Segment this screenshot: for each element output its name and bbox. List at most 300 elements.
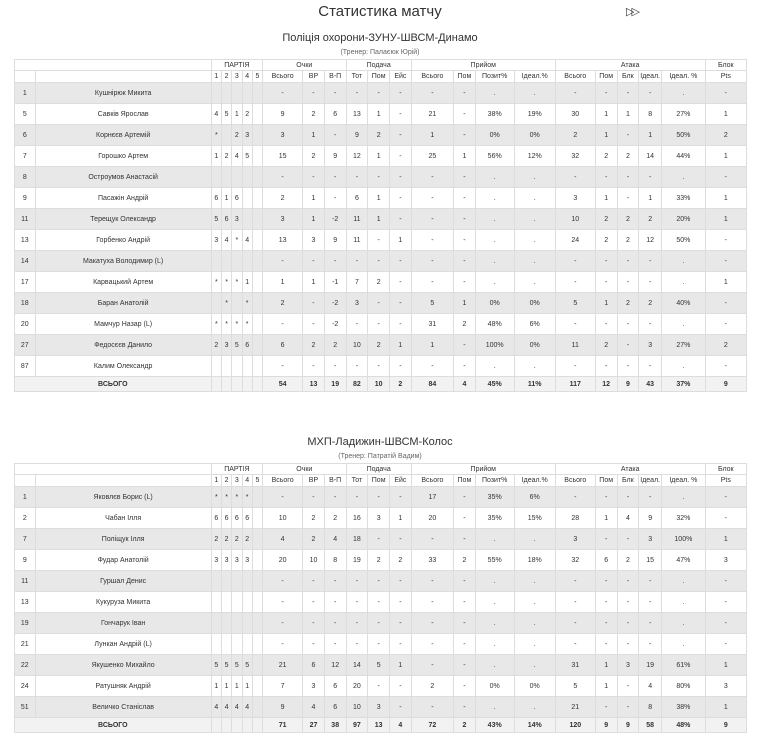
player-set-position: 3 [242, 550, 252, 571]
player-name: Яковлєв Борис (L) [35, 487, 211, 508]
player-stat: 9 [324, 230, 346, 251]
player-row [15, 571, 747, 592]
player-stat: - [555, 251, 595, 272]
player-stat: - [595, 571, 617, 592]
header-attack: Ідеал. % [662, 71, 706, 83]
player-set-position [252, 272, 262, 293]
player-set-position [221, 356, 231, 377]
player-stat: 33% [662, 188, 706, 209]
player-stat: 56% [475, 146, 514, 167]
header-group: Прийом [411, 464, 555, 475]
player-stat: 1 [390, 335, 412, 356]
player-stat: - [324, 251, 346, 272]
player-set-position: 6 [221, 209, 231, 230]
player-stat: - [454, 167, 476, 188]
header-group: ПАРТІЯ [211, 464, 262, 475]
player-set-position: * [242, 314, 252, 335]
player-stat: 0% [514, 293, 555, 314]
player-stat: - [411, 592, 453, 613]
player-stat: - [454, 356, 476, 377]
player-set-position [252, 146, 262, 167]
player-stat: - [617, 335, 639, 356]
player-stat: - [705, 251, 746, 272]
player-set-position: 6 [242, 508, 252, 529]
player-set-position: 3 [221, 550, 231, 571]
player-stat: 3 [639, 529, 662, 550]
player-stat: - [263, 167, 303, 188]
player-set-position: 6 [232, 188, 242, 209]
player-stat: 9 [639, 508, 662, 529]
player-stat: 21 [263, 655, 303, 676]
player-set-position [232, 613, 242, 634]
player-set-position: 6 [211, 508, 221, 529]
player-stat: 2 [303, 104, 325, 125]
player-stat: - [411, 251, 453, 272]
player-stat: . [514, 529, 555, 550]
player-stat: - [454, 251, 476, 272]
player-stat: - [454, 83, 476, 104]
player-stat: . [475, 272, 514, 293]
player-set-position: * [232, 314, 242, 335]
player-set-position: 4 [242, 230, 252, 251]
player-stat: 1 [411, 335, 453, 356]
player-stat: . [514, 655, 555, 676]
player-stat: - [346, 613, 368, 634]
player-stat: - [555, 571, 595, 592]
player-stat: 16 [346, 508, 368, 529]
player-row [15, 508, 747, 529]
player-stat: - [595, 83, 617, 104]
player-stat: 31 [411, 314, 453, 335]
player-stat: 3 [639, 335, 662, 356]
player-number: 20 [15, 314, 36, 335]
player-stat: 15 [263, 146, 303, 167]
header-attack: Ідеал. [639, 71, 662, 83]
player-set-position [252, 188, 262, 209]
player-name: Калим Олександр [35, 356, 211, 377]
player-set-position: 6 [232, 508, 242, 529]
player-name: Корнєєв Артемій [35, 125, 211, 146]
player-number: 21 [15, 634, 36, 655]
player-number: 51 [15, 697, 36, 718]
player-stat: - [346, 251, 368, 272]
player-stat: 3 [263, 209, 303, 230]
player-stat: - [595, 592, 617, 613]
player-stat: 1 [639, 188, 662, 209]
total-stat: 71 [263, 718, 303, 733]
player-stat: - [639, 613, 662, 634]
player-stat: - [595, 272, 617, 293]
player-set-position [211, 356, 221, 377]
player-set-position: 2 [242, 104, 252, 125]
player-name: Макатуха Володимир (L) [35, 251, 211, 272]
player-set-position [232, 167, 242, 188]
player-stat: 4 [639, 676, 662, 697]
header-sets: 2 [221, 71, 231, 83]
player-set-position [252, 83, 262, 104]
player-stat: - [595, 529, 617, 550]
player-set-position [242, 209, 252, 230]
player-stat: 1 [390, 230, 412, 251]
player-stat: - [303, 487, 325, 508]
player-set-position [252, 634, 262, 655]
player-stat: - [617, 634, 639, 655]
player-set-position: 6 [221, 508, 231, 529]
player-stat: - [390, 167, 412, 188]
player-stat: - [595, 167, 617, 188]
player-stat: - [390, 188, 412, 209]
team-1-name: Поліція охорони-ЗУНУ-ШВСМ-Динамо [282, 32, 478, 44]
player-stat: . [475, 529, 514, 550]
player-stat: 2 [705, 125, 746, 146]
player-set-position [252, 529, 262, 550]
player-set-position [252, 487, 262, 508]
player-row [15, 314, 747, 335]
player-stat: 4 [263, 529, 303, 550]
player-stat: - [555, 613, 595, 634]
player-stat: 44% [662, 146, 706, 167]
total-stat: 9 [617, 377, 639, 392]
header-reception: Пом [454, 475, 476, 487]
player-name: Лункан Андрій (L) [35, 634, 211, 655]
player-number: 11 [15, 209, 36, 230]
header-blank [15, 71, 36, 83]
player-stat: . [514, 613, 555, 634]
header-sets: 3 [232, 475, 242, 487]
header-block: Pts [705, 71, 746, 83]
player-stat: - [368, 293, 390, 314]
player-set-position: 5 [211, 655, 221, 676]
player-stat: - [617, 272, 639, 293]
player-stat: - [705, 634, 746, 655]
player-stat: - [705, 83, 746, 104]
player-set-position [252, 125, 262, 146]
player-set-position: 2 [232, 125, 242, 146]
header-attack: Всього [555, 475, 595, 487]
player-stat: - [705, 487, 746, 508]
player-set-position [211, 592, 221, 613]
player-stat: - [303, 634, 325, 655]
player-set-position [232, 356, 242, 377]
player-stat: - [411, 167, 453, 188]
player-stat: - [390, 146, 412, 167]
header-group-row [15, 60, 747, 71]
header-points: В-П [324, 71, 346, 83]
player-stat: 1 [368, 188, 390, 209]
player-name: Гуршал Денис [35, 571, 211, 592]
total-stat: 19 [324, 377, 346, 392]
header-group: Прийом [411, 60, 555, 71]
player-stat: - [617, 83, 639, 104]
player-stat: - [555, 356, 595, 377]
player-row [15, 335, 747, 356]
player-row [15, 676, 747, 697]
player-set-position: * [221, 272, 231, 293]
player-set-position [252, 293, 262, 314]
player-stat: 1 [595, 125, 617, 146]
player-stat: - [617, 529, 639, 550]
total-stat: 12 [595, 377, 617, 392]
player-stat: 1 [303, 125, 325, 146]
total-stat: 9 [595, 718, 617, 733]
player-stat: . [662, 251, 706, 272]
player-stat: - [555, 167, 595, 188]
player-stat: - [263, 487, 303, 508]
player-stat: 8 [639, 697, 662, 718]
player-stat: - [595, 314, 617, 335]
player-stat: - [346, 592, 368, 613]
total-stat: 48% [662, 718, 706, 733]
player-stat: -1 [324, 272, 346, 293]
player-stat: - [368, 676, 390, 697]
player-stat: - [390, 676, 412, 697]
player-stat: 30 [555, 104, 595, 125]
player-stat: - [411, 571, 453, 592]
total-stat: 2 [454, 718, 476, 733]
fast-forward-icon[interactable]: ▷▷ [626, 6, 637, 18]
player-stat: 5 [555, 676, 595, 697]
player-stat: - [346, 356, 368, 377]
player-set-position: * [221, 314, 231, 335]
player-stat: 2 [263, 293, 303, 314]
header-points: Всього [263, 475, 303, 487]
player-stat: . [475, 230, 514, 251]
player-stat: - [555, 592, 595, 613]
player-stat: - [617, 314, 639, 335]
header-reception: Всього [411, 71, 453, 83]
header-blank [15, 475, 36, 487]
header-reception: Ідеал.% [514, 475, 555, 487]
player-set-position: * [242, 487, 252, 508]
player-stat: - [454, 209, 476, 230]
player-set-position [252, 251, 262, 272]
player-stat: 9 [324, 146, 346, 167]
player-stat: 9 [263, 104, 303, 125]
header-blank [35, 475, 211, 487]
header-blank [15, 60, 212, 71]
player-stat: 6 [324, 104, 346, 125]
player-name: Терещук Олександр [35, 209, 211, 230]
total-row [15, 718, 747, 733]
player-stat: . [475, 356, 514, 377]
player-row [15, 655, 747, 676]
player-stat: - [454, 655, 476, 676]
player-set-position [211, 634, 221, 655]
player-stat: - [705, 293, 746, 314]
player-number: 7 [15, 146, 36, 167]
total-blank [252, 718, 262, 733]
player-stat: - [639, 571, 662, 592]
player-stat: 10 [346, 697, 368, 718]
player-stat: 12% [514, 146, 555, 167]
total-stat: 43 [639, 377, 662, 392]
player-stat: 4 [617, 508, 639, 529]
player-stat: 6% [514, 314, 555, 335]
player-stat: 7 [346, 272, 368, 293]
player-stat: 2 [368, 125, 390, 146]
player-stat: - [705, 613, 746, 634]
player-set-position: 3 [242, 125, 252, 146]
player-stat: - [555, 634, 595, 655]
player-set-position: 4 [211, 697, 221, 718]
header-serve: Ейс [390, 71, 412, 83]
player-stat: 1 [705, 529, 746, 550]
player-stat: 20 [411, 508, 453, 529]
player-stat: 32 [555, 550, 595, 571]
player-stat: 1 [595, 655, 617, 676]
player-stat: 2 [324, 335, 346, 356]
player-stat: 2 [454, 550, 476, 571]
player-stat: 2 [595, 335, 617, 356]
total-stat: 72 [411, 718, 453, 733]
header-points: В-П [324, 475, 346, 487]
player-name: Кушнірюк Микита [35, 83, 211, 104]
player-stat: 2 [639, 293, 662, 314]
player-set-position: 4 [232, 697, 242, 718]
player-set-position: 4 [242, 697, 252, 718]
player-stat: 5 [368, 655, 390, 676]
player-stat: . [662, 167, 706, 188]
player-set-position: 3 [232, 209, 242, 230]
player-stat: 20 [346, 676, 368, 697]
player-stat: 1 [368, 104, 390, 125]
player-name: Остроумов Анастасій [35, 167, 211, 188]
player-stat: - [324, 634, 346, 655]
player-set-position: * [232, 230, 242, 251]
player-stat: - [617, 125, 639, 146]
player-stat: 24 [555, 230, 595, 251]
player-stat: 1 [595, 293, 617, 314]
player-stat: 3 [705, 676, 746, 697]
player-stat: 12 [324, 655, 346, 676]
player-row [15, 251, 747, 272]
player-stat: - [639, 83, 662, 104]
player-stat: - [454, 697, 476, 718]
player-stat: 3 [555, 529, 595, 550]
player-stat: - [324, 83, 346, 104]
player-stat: - [390, 697, 412, 718]
player-name: Баран Анатолій [35, 293, 211, 314]
player-stat: - [454, 104, 476, 125]
player-set-position [221, 167, 231, 188]
player-set-position: 1 [221, 188, 231, 209]
player-stat: - [263, 83, 303, 104]
player-name: Гончарук Іван [35, 613, 211, 634]
team-1-stats-table [14, 59, 747, 392]
player-stat: 28 [555, 508, 595, 529]
player-set-position [252, 335, 262, 356]
header-group: Блок [705, 60, 746, 71]
player-number: 27 [15, 335, 36, 356]
player-stat: 100% [662, 529, 706, 550]
player-stat: - [324, 188, 346, 209]
player-stat: - [639, 634, 662, 655]
total-blank [232, 377, 242, 392]
player-stat: 2 [368, 335, 390, 356]
header-attack: Пом [595, 475, 617, 487]
player-stat: . [514, 634, 555, 655]
player-number: 87 [15, 356, 36, 377]
header-points: ВР [303, 71, 325, 83]
player-number: 13 [15, 592, 36, 613]
player-number: 9 [15, 550, 36, 571]
player-stat: . [662, 487, 706, 508]
player-name: Кукуруза Микита [35, 592, 211, 613]
player-number: 19 [15, 613, 36, 634]
player-stat: 10 [555, 209, 595, 230]
player-stat: - [368, 230, 390, 251]
player-stat: - [639, 251, 662, 272]
header-sets: 1 [211, 71, 221, 83]
player-stat: 2 [368, 272, 390, 293]
player-set-position: * [211, 272, 221, 293]
player-stat: - [368, 634, 390, 655]
player-stat: . [514, 188, 555, 209]
header-points: Всього [263, 71, 303, 83]
header-group: Подача [346, 60, 411, 71]
player-stat: 17 [411, 487, 453, 508]
player-stat: -2 [324, 293, 346, 314]
player-stat: - [303, 251, 325, 272]
header-sub-row [15, 475, 747, 487]
player-stat: - [263, 314, 303, 335]
player-stat: - [411, 634, 453, 655]
header-group: Блок [705, 464, 746, 475]
player-stat: 1 [263, 272, 303, 293]
player-stat: 32% [662, 508, 706, 529]
header-reception: Позит% [475, 475, 514, 487]
player-stat: . [514, 697, 555, 718]
player-stat: . [662, 314, 706, 335]
player-stat: - [639, 314, 662, 335]
player-stat: - [411, 697, 453, 718]
player-stat: - [617, 167, 639, 188]
total-blank [242, 718, 252, 733]
player-set-position [221, 613, 231, 634]
player-name: Федосєєв Данило [35, 335, 211, 356]
player-stat: - [411, 356, 453, 377]
player-name: Поліщук Ілля [35, 529, 211, 550]
player-stat: - [324, 487, 346, 508]
team-2-name: МХП-Ладижин-ШВСМ-Колос [307, 436, 453, 448]
header-sets: 4 [242, 475, 252, 487]
header-attack: Пом [595, 71, 617, 83]
player-stat: - [639, 487, 662, 508]
player-stat: - [411, 613, 453, 634]
player-stat: - [390, 251, 412, 272]
player-stat: - [390, 209, 412, 230]
player-set-position [242, 167, 252, 188]
header-serve: Ейс [390, 475, 412, 487]
player-stat: - [454, 508, 476, 529]
header-reception: Позит% [475, 71, 514, 83]
player-stat: - [411, 529, 453, 550]
player-stat: - [324, 571, 346, 592]
player-stat: 6 [346, 188, 368, 209]
player-number: 9 [15, 188, 36, 209]
player-stat: 11 [346, 209, 368, 230]
player-set-position: 4 [232, 146, 242, 167]
header-group: Атака [555, 60, 705, 71]
player-stat: . [514, 230, 555, 251]
player-stat: 3 [617, 655, 639, 676]
total-stat: 84 [411, 377, 453, 392]
player-stat: - [555, 83, 595, 104]
player-set-position: * [242, 293, 252, 314]
player-stat: - [390, 272, 412, 293]
player-stat: - [324, 167, 346, 188]
player-stat: . [514, 272, 555, 293]
